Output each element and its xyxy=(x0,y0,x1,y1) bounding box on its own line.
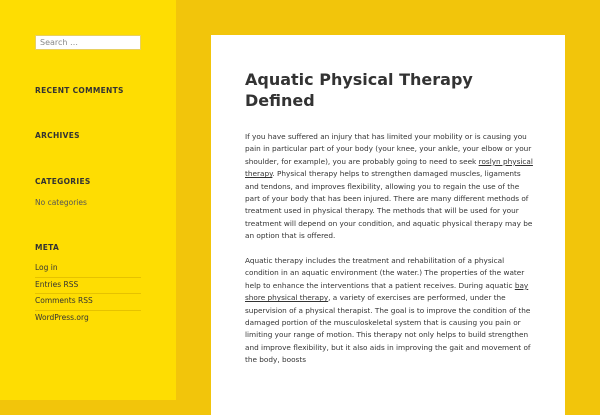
meta-links-list xyxy=(35,261,141,327)
widget-title-categories: CATEGORIES xyxy=(35,177,91,186)
post-article xyxy=(211,35,565,415)
link-bay-shore-physical-therapy[interactable]: bay shore physical therapy xyxy=(245,280,529,303)
p1-text-a: If you have suffered an injury that has limited your mobility or is causing you pain in particular part of your body (your knee, your ankle, your elbow or your shoulder, for example), you are probably going to need to seek xyxy=(245,132,532,166)
p1-text-b: . Physical therapy helps to strengthen damaged muscles, ligaments and tendons, and improves flexibility, allowing you to regain the use of the part of your body that has been injured. There are many different methods of treatment used in physical therapy. The methods that will be used for your treatment will depend on your condition, and aquatic physical therapy may be an option that is offered. xyxy=(245,169,533,241)
post-title[interactable]: Aquatic Physical Therapy Defined xyxy=(245,70,473,110)
widget-title-archives: ARCHIVES xyxy=(35,131,80,140)
widget-title-meta: META xyxy=(35,243,60,252)
meta-link-comments-rss[interactable]: Comments RSS xyxy=(35,294,141,311)
categories-empty-text: No categories xyxy=(35,198,87,207)
meta-link-entries-rss[interactable]: Entries RSS xyxy=(35,278,141,295)
post-body xyxy=(245,131,533,379)
search-input[interactable]: Search … xyxy=(35,35,141,50)
p2-text-b: , a variety of exercises are performed, under the supervision of a physical therapist. The goal is to improve the condition of the damaged portion of the musculoskeletal system that is causing you pain or limiting your range of motion. This therapy not only helps to build strengthen and improve flexibility, but it also aids in improving the gait and movement of the body, boosts xyxy=(245,293,531,365)
post-paragraph-1 xyxy=(245,131,533,243)
p2-text-a: Aquatic therapy includes the treatment and rehabilitation of a physical condition in an aquatic environment (the water.) The properties of the water help to enhance the interventions that a patient receives. During aquatic xyxy=(245,256,525,290)
link-roslyn-physical-therapy[interactable]: roslyn physical therapy xyxy=(245,156,533,179)
meta-link-login[interactable]: Log in xyxy=(35,261,141,278)
meta-link-wordpress-org[interactable]: WordPress.org xyxy=(35,312,89,322)
widget-title-recent-comments: RECENT COMMENTS xyxy=(35,86,124,95)
post-paragraph-2 xyxy=(245,255,533,367)
sidebar xyxy=(0,0,176,400)
